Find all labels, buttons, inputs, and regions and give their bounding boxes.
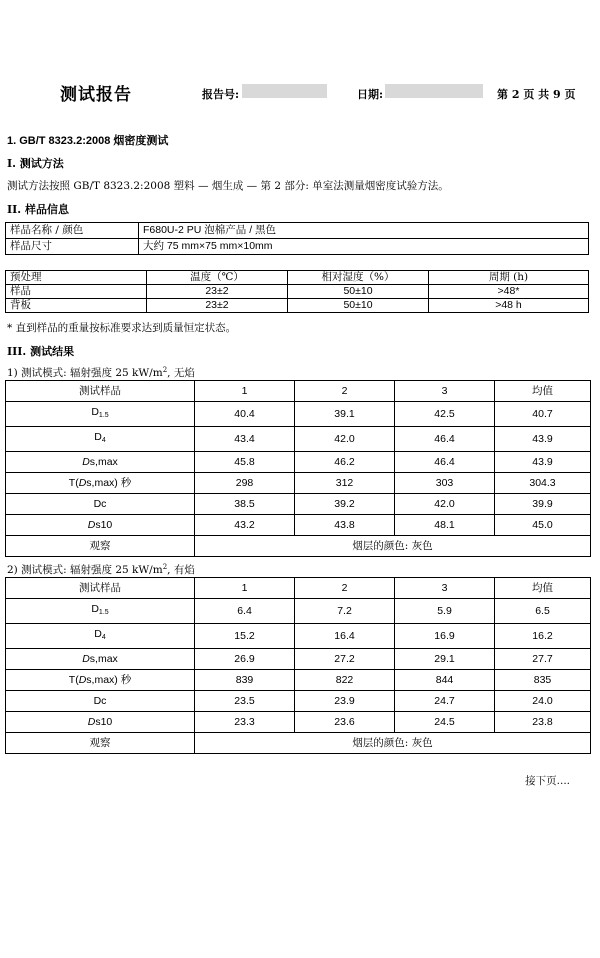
conditioning-table	[5, 270, 589, 313]
cell: >48*	[429, 285, 589, 299]
results-table-mode1	[5, 380, 591, 557]
value-cell: 15.2	[195, 624, 295, 649]
row-label: Ds10	[6, 515, 195, 536]
table-header-row	[6, 381, 591, 402]
row-label: Ds,max	[6, 649, 195, 670]
sample-size-label: 样品尺寸	[6, 239, 139, 255]
value-cell: 23.8	[495, 712, 591, 733]
method-heading: I. 测试方法	[7, 157, 64, 170]
observation-value: 烟层的颜色: 灰色	[195, 733, 591, 754]
report-number-label: 报告号:	[202, 88, 240, 101]
value-cell: 48.1	[395, 515, 495, 536]
value-cell: 42.5	[395, 402, 495, 427]
results-body	[6, 599, 591, 733]
value-cell: 40.4	[195, 402, 295, 427]
observation-label: 观察	[6, 733, 195, 754]
value-cell: 304.3	[495, 473, 591, 494]
value-cell: 839	[195, 670, 295, 691]
col-header: 1	[195, 578, 295, 599]
value-cell: 23.6	[295, 712, 395, 733]
value-cell: 46.2	[295, 452, 395, 473]
table-row	[6, 285, 589, 299]
date-redacted	[385, 84, 483, 98]
table-row	[6, 473, 591, 494]
sample-name-label: 样品名称 / 颜色	[6, 223, 139, 239]
value-cell: 312	[295, 473, 395, 494]
row-label: $D_{1.5}$	[6, 402, 195, 427]
sample-size-value: 大约 75 mm×75 mm×10mm	[139, 239, 589, 255]
value-cell: 24.5	[395, 712, 495, 733]
value-cell: 7.2	[295, 599, 395, 624]
table-row	[6, 223, 589, 239]
table-row	[6, 691, 591, 712]
mode2-label-text: 2) 测试模式: 辐射强度 25 $kW/m^2$, 有焰	[7, 563, 195, 576]
col-header: 均值	[495, 381, 591, 402]
continued-note: 接下页....	[525, 775, 570, 787]
row-label: Dc	[6, 494, 195, 515]
cell: 样品	[6, 285, 147, 299]
results-body	[6, 402, 591, 536]
row-label: T(Ds,max) 秒	[6, 473, 195, 494]
row-label: Dc	[6, 691, 195, 712]
value-cell: 5.9	[395, 599, 495, 624]
col-header: 测试样品	[6, 381, 195, 402]
table-row	[6, 670, 591, 691]
cell: 23±2	[147, 299, 288, 313]
table-header-row	[6, 578, 591, 599]
table-header-row	[6, 271, 589, 285]
value-cell: 27.7	[495, 649, 591, 670]
value-cell: 29.1	[395, 649, 495, 670]
cell: 50±10	[288, 285, 429, 299]
table-row	[6, 239, 589, 255]
row-label: Ds,max	[6, 452, 195, 473]
table-row	[6, 712, 591, 733]
value-cell: 40.7	[495, 402, 591, 427]
table-row	[6, 649, 591, 670]
value-cell: 42.0	[395, 494, 495, 515]
sample-heading: II. 样品信息	[7, 203, 69, 216]
report-title: 测试报告	[60, 85, 132, 105]
value-cell: 26.9	[195, 649, 295, 670]
results-heading: III. 测试结果	[7, 345, 75, 358]
col-header: 周期 (h)	[429, 271, 589, 285]
page-info: 第 2 页 共 9 页	[497, 88, 576, 101]
value-cell: 23.3	[195, 712, 295, 733]
table-row	[6, 515, 591, 536]
cell: 背板	[6, 299, 147, 313]
value-cell: 16.9	[395, 624, 495, 649]
value-cell: 23.5	[195, 691, 295, 712]
table-row	[6, 427, 591, 452]
sample-name-value: F680U-2 PU 泡棉产品 / 黑色	[139, 223, 589, 239]
value-cell: 23.9	[295, 691, 395, 712]
conditioning-note: * 直到样品的重量按标准要求达到质量恒定状态。	[7, 322, 237, 334]
table-row	[6, 402, 591, 427]
value-cell: 39.2	[295, 494, 395, 515]
value-cell: 24.7	[395, 691, 495, 712]
row-label: T(Ds,max) 秒	[6, 670, 195, 691]
value-cell: 16.4	[295, 624, 395, 649]
cell: 50±10	[288, 299, 429, 313]
date-label: 日期:	[357, 88, 384, 101]
col-header: 1	[195, 381, 295, 402]
table-row	[6, 299, 589, 313]
mode1-label-text: 1) 测试模式: 辐射强度 25 $kW/m^2$, 无焰	[7, 366, 195, 379]
row-label: Ds10	[6, 712, 195, 733]
col-header: 预处理	[6, 271, 147, 285]
observation-row	[6, 536, 591, 557]
value-cell: 16.2	[495, 624, 591, 649]
observation-label: 观察	[6, 536, 195, 557]
col-header: 3	[395, 578, 495, 599]
mode2-label	[7, 562, 195, 577]
value-cell: 303	[395, 473, 495, 494]
value-cell: 27.2	[295, 649, 395, 670]
table-row	[6, 452, 591, 473]
mode1-label	[7, 365, 195, 380]
value-cell: 43.9	[495, 427, 591, 452]
sample-info-table	[5, 222, 589, 255]
observation-row	[6, 733, 591, 754]
table-row	[6, 494, 591, 515]
value-cell: 42.0	[295, 427, 395, 452]
col-header: 测试样品	[6, 578, 195, 599]
observation-value: 烟层的颜色: 灰色	[195, 536, 591, 557]
col-header: 相对湿度（%）	[288, 271, 429, 285]
col-header: 3	[395, 381, 495, 402]
value-cell: 45.8	[195, 452, 295, 473]
value-cell: 24.0	[495, 691, 591, 712]
value-cell: 6.5	[495, 599, 591, 624]
value-cell: 844	[395, 670, 495, 691]
value-cell: 43.2	[195, 515, 295, 536]
value-cell: 39.9	[495, 494, 591, 515]
value-cell: 6.4	[195, 599, 295, 624]
col-header: 温度（℃）	[147, 271, 288, 285]
value-cell: 43.4	[195, 427, 295, 452]
report-number-redacted	[242, 84, 327, 98]
cell: >48 h	[429, 299, 589, 313]
value-cell: 38.5	[195, 494, 295, 515]
table-row	[6, 624, 591, 649]
value-cell: 45.0	[495, 515, 591, 536]
row-label: $D_4$	[6, 427, 195, 452]
value-cell: 46.4	[395, 452, 495, 473]
row-label: $D_{1.5}$	[6, 599, 195, 624]
value-cell: 39.1	[295, 402, 395, 427]
value-cell: 46.4	[395, 427, 495, 452]
col-header: 2	[295, 578, 395, 599]
value-cell: 822	[295, 670, 395, 691]
method-text: 测试方法按照 GB/T 8323.2:2008 塑料 — 烟生成 — 第 2 部分: 单室法测量烟密度试验方法。	[7, 180, 449, 192]
value-cell: 43.9	[495, 452, 591, 473]
results-table-mode2	[5, 577, 591, 754]
col-header: 均值	[495, 578, 591, 599]
value-cell: 298	[195, 473, 295, 494]
value-cell: 835	[495, 670, 591, 691]
col-header: 2	[295, 381, 395, 402]
row-label: $D_4$	[6, 624, 195, 649]
section-title: 1. GB/T 8323.2:2008 烟密度测试	[7, 135, 169, 147]
value-cell: 43.8	[295, 515, 395, 536]
cell: 23±2	[147, 285, 288, 299]
table-row	[6, 599, 591, 624]
